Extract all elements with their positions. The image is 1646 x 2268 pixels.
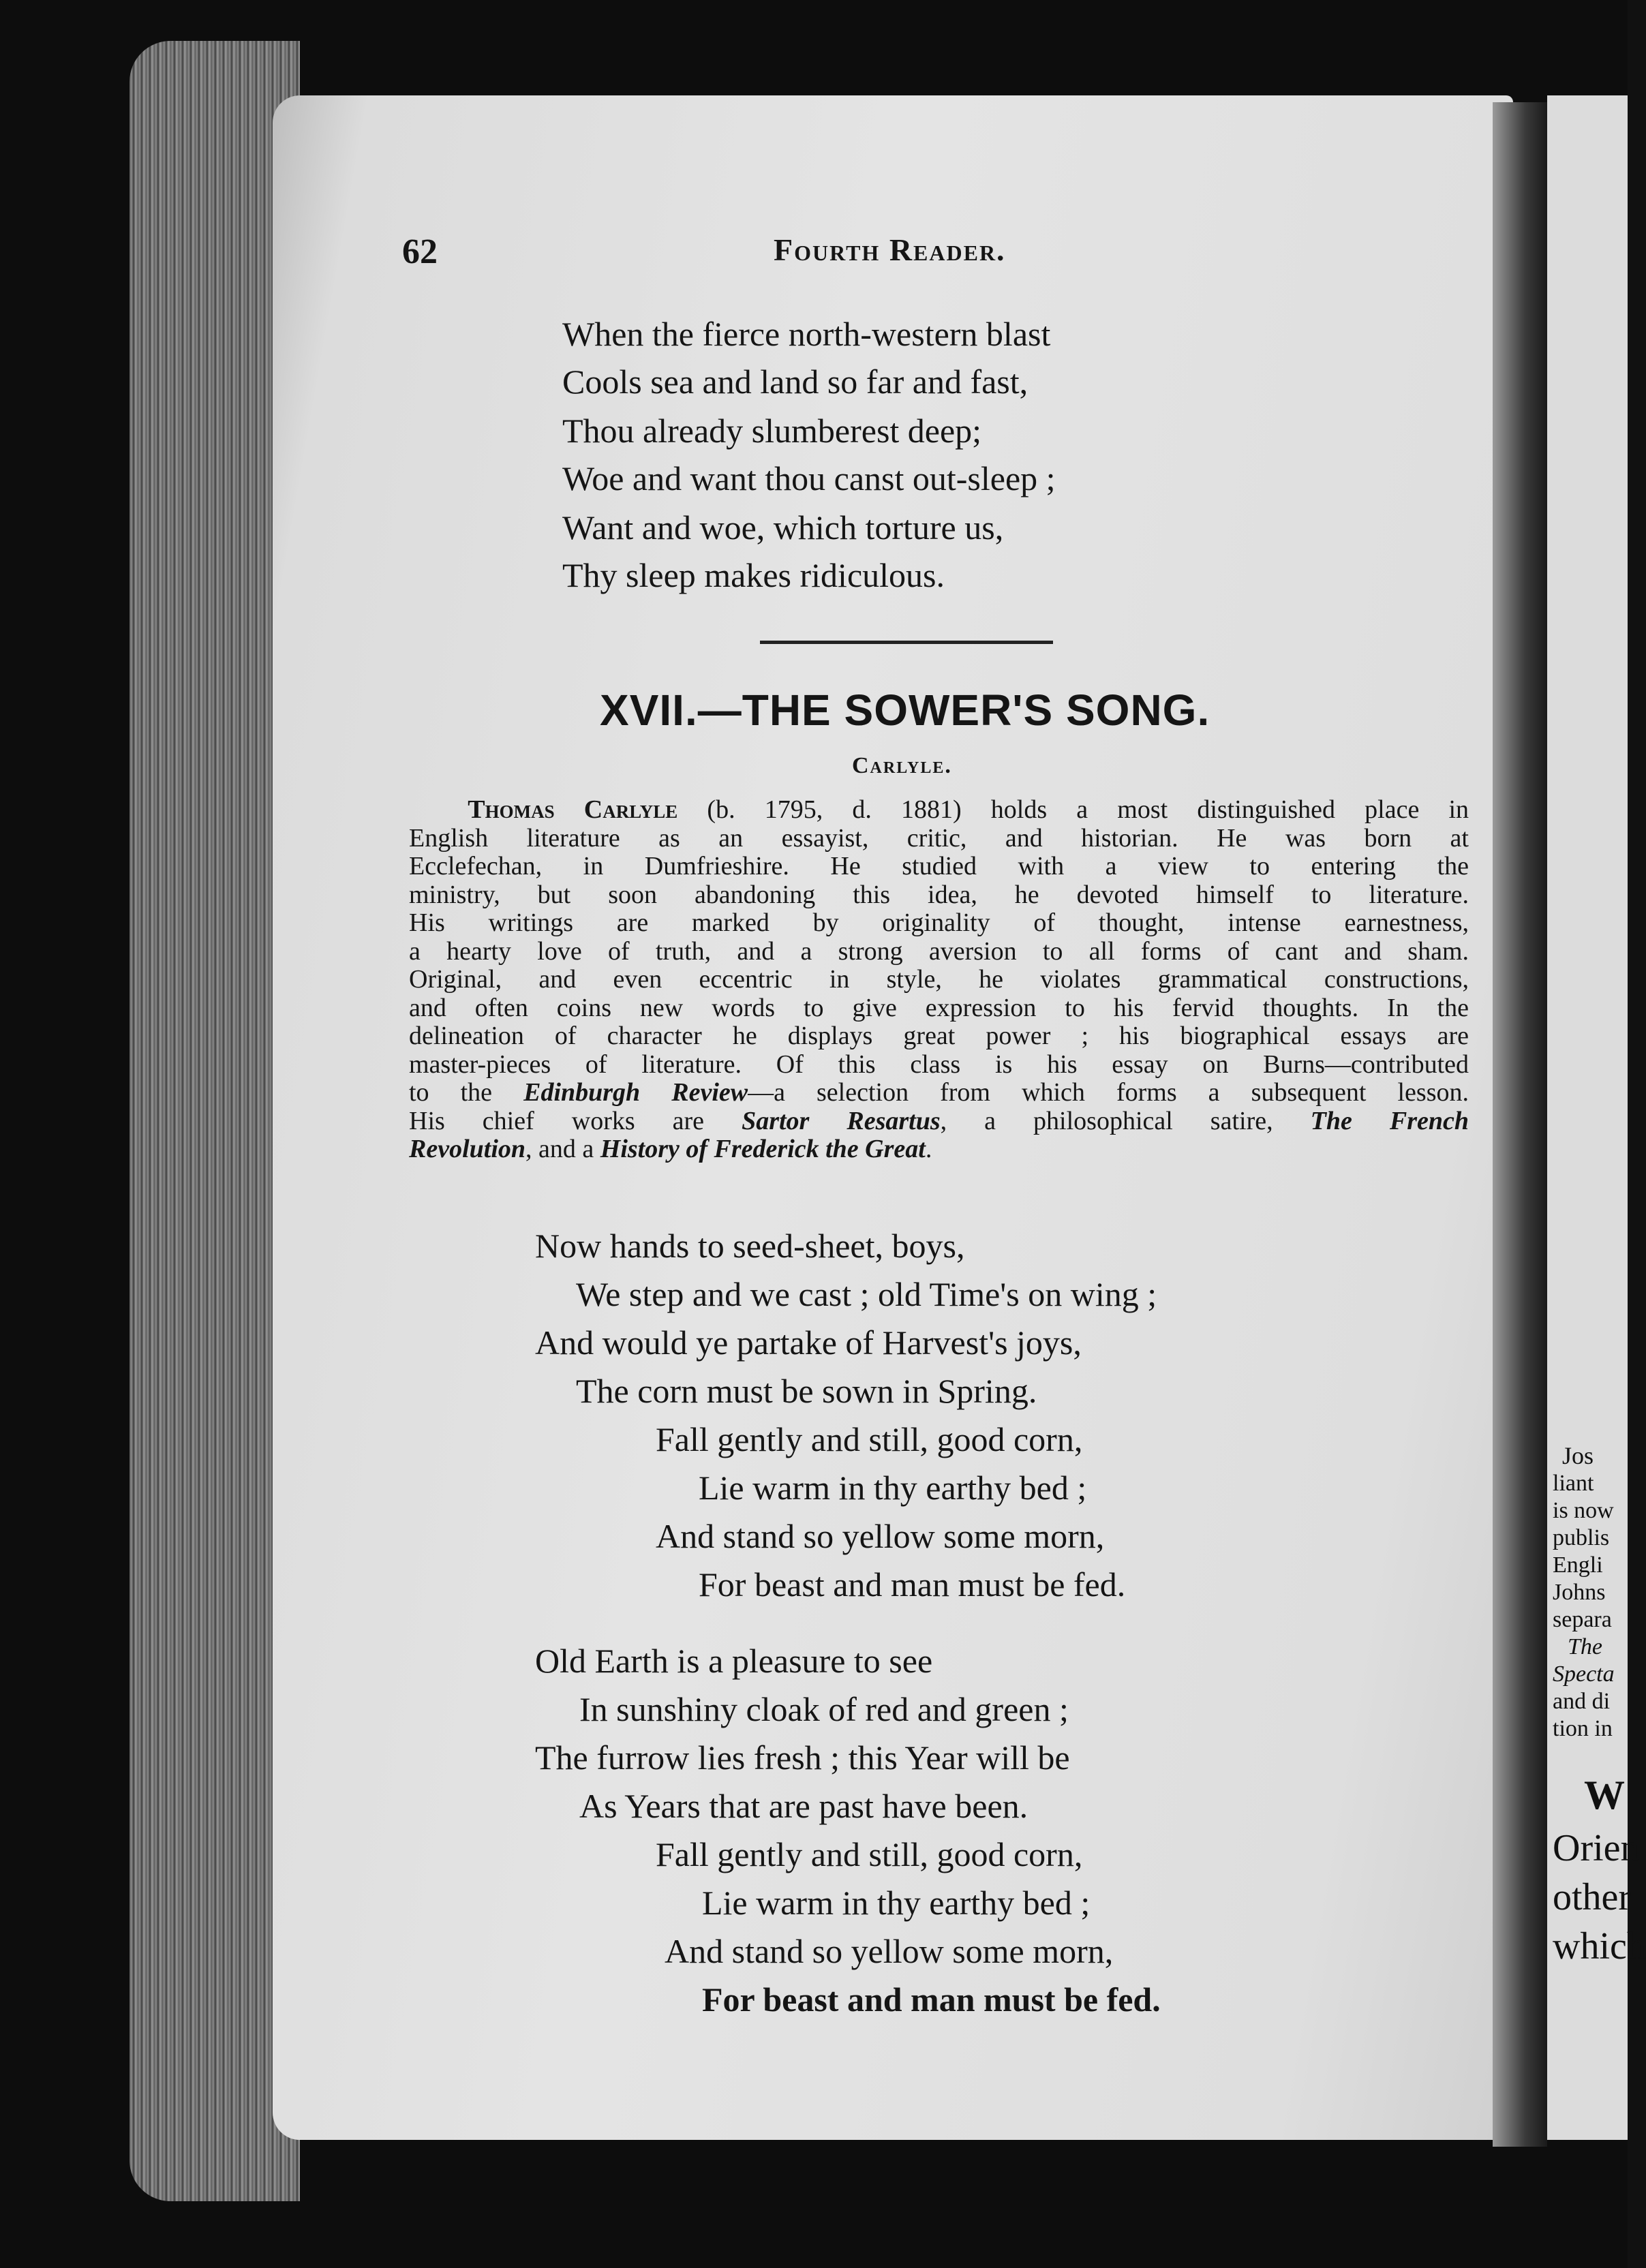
bio-line: [409, 796, 1469, 825]
verse-line: As Years that are past have been.: [579, 1787, 1028, 1825]
bio-line: a hearty love of truth, and a strong aversion to all forms of cant and sham.: [409, 936, 1469, 966]
facing-fragment: which: [1553, 1925, 1646, 1967]
facing-fragment: Engli: [1553, 1552, 1603, 1578]
bio-italic-title: Revolution: [409, 1135, 526, 1163]
verse-line: Want and woe, which torture us,: [562, 508, 1004, 547]
facing-fragment: Orien: [1553, 1827, 1640, 1869]
bio-text: .: [925, 1135, 932, 1163]
bio-line: ministry, but soon abandoning this idea, he devoted himself to literature.: [409, 880, 1469, 909]
bio-text: , and a: [525, 1135, 600, 1163]
bio-line: and often coins new words to give expression to his fervid thoughts. In the: [409, 993, 1469, 1022]
bio-italic-title: Sartor Resartus: [742, 1106, 941, 1135]
bio-italic-title: History of Frederick the Great: [600, 1135, 926, 1163]
bio-text: (b. 1795, d. 1881) holds a most distinguished place in: [677, 795, 1469, 824]
bio-line: master-pieces of literature. Of this class is his essay on Burns—contributed: [409, 1049, 1469, 1079]
verse-line: Fall gently and still, good corn,: [656, 1835, 1083, 1873]
author-biography: [409, 796, 1469, 1164]
bio-author-name: Thomas Carlyle: [468, 795, 678, 824]
verse-line: The furrow lies fresh ; this Year will be: [535, 1738, 1070, 1777]
facing-fragment: The: [1568, 1634, 1602, 1659]
verse-line: When the fierce north-western blast: [562, 315, 1051, 353]
verse-line: For beast and man must be fed.: [699, 1565, 1126, 1604]
verse-line: Now hands to seed-sheet, boys,: [535, 1227, 965, 1265]
verse-line: And would ye partake of Harvest's joys,: [535, 1323, 1082, 1362]
bio-text: —a selection from which forms a subsequent lesson.: [748, 1078, 1469, 1107]
facing-fragment: is now: [1553, 1498, 1614, 1523]
facing-fragment: publis: [1553, 1525, 1610, 1550]
chapter-author: Carlyle.: [852, 753, 952, 778]
bio-text: , a philosophical satire,: [940, 1106, 1311, 1135]
verse-line: For beast and man must be fed.: [702, 1980, 1161, 2019]
running-head: Fourth Reader.: [774, 232, 1006, 267]
bio-line: [409, 1107, 1469, 1136]
facing-fragment: other: [1553, 1876, 1632, 1918]
verse-line: Thou already slumberest deep;: [562, 412, 982, 450]
verse-line: Lie warm in thy earthy bed ;: [699, 1469, 1087, 1507]
bio-italic-title: The French: [1310, 1106, 1469, 1135]
bio-italic-title: Edinburgh Review: [523, 1078, 748, 1107]
bio-line: His writings are marked by originality of thought, intense earnestness,: [409, 908, 1469, 937]
page-number: 62: [402, 232, 438, 271]
facing-fragment: and di: [1553, 1689, 1611, 1714]
facing-fragment: separa: [1553, 1607, 1612, 1632]
bio-line: delineation of character he displays great power ; his biographical essays are: [409, 1022, 1469, 1050]
verse-line: Fall gently and still, good corn,: [656, 1420, 1083, 1458]
facing-fragment: W: [1584, 1773, 1625, 1818]
chapter-title: XVII.—THE SOWER'S SONG.: [600, 686, 1210, 735]
facing-page: [1547, 95, 1646, 2140]
verse-line: We step and we cast ; old Time's on wing ;: [576, 1275, 1157, 1313]
facing-fragment: Johns: [1553, 1580, 1606, 1605]
bio-text: to the: [409, 1078, 524, 1107]
facing-fragment: tion in: [1553, 1716, 1613, 1741]
bio-text: His chief works are: [409, 1106, 742, 1135]
verse-line: In sunshiny cloak of red and green ;: [579, 1690, 1069, 1728]
verse-line: Old Earth is a pleasure to see: [535, 1642, 933, 1680]
facing-fragment: Jos: [1562, 1442, 1594, 1469]
facing-fragment: liant: [1553, 1471, 1594, 1496]
verse-line: Cools sea and land so far and fast,: [562, 363, 1028, 401]
verse-line: Thy sleep makes ridiculous.: [562, 556, 945, 594]
book-gutter: [1493, 102, 1547, 2147]
section-divider: [760, 641, 1053, 644]
bio-line: Ecclefechan, in Dumfrieshire. He studied with a view to entering the: [409, 852, 1469, 880]
bio-line: Original, and even eccentric in style, he violates grammatical constructions,: [409, 965, 1469, 994]
verse-line: Lie warm in thy earthy bed ;: [702, 1884, 1091, 1922]
verse-line: And stand so yellow some morn,: [656, 1517, 1105, 1555]
facing-fragment: Specta: [1553, 1661, 1615, 1687]
verse-line: Woe and want thou canst out-sleep ;: [562, 459, 1056, 497]
bio-line: [409, 1135, 1469, 1164]
verse-line: And stand so yellow some morn,: [665, 1932, 1114, 1970]
bio-line: English literature as an essayist, critic, and historian. He was born at: [409, 823, 1469, 853]
bio-line: [409, 1079, 1469, 1107]
verse-line: The corn must be sown in Spring.: [576, 1372, 1037, 1410]
